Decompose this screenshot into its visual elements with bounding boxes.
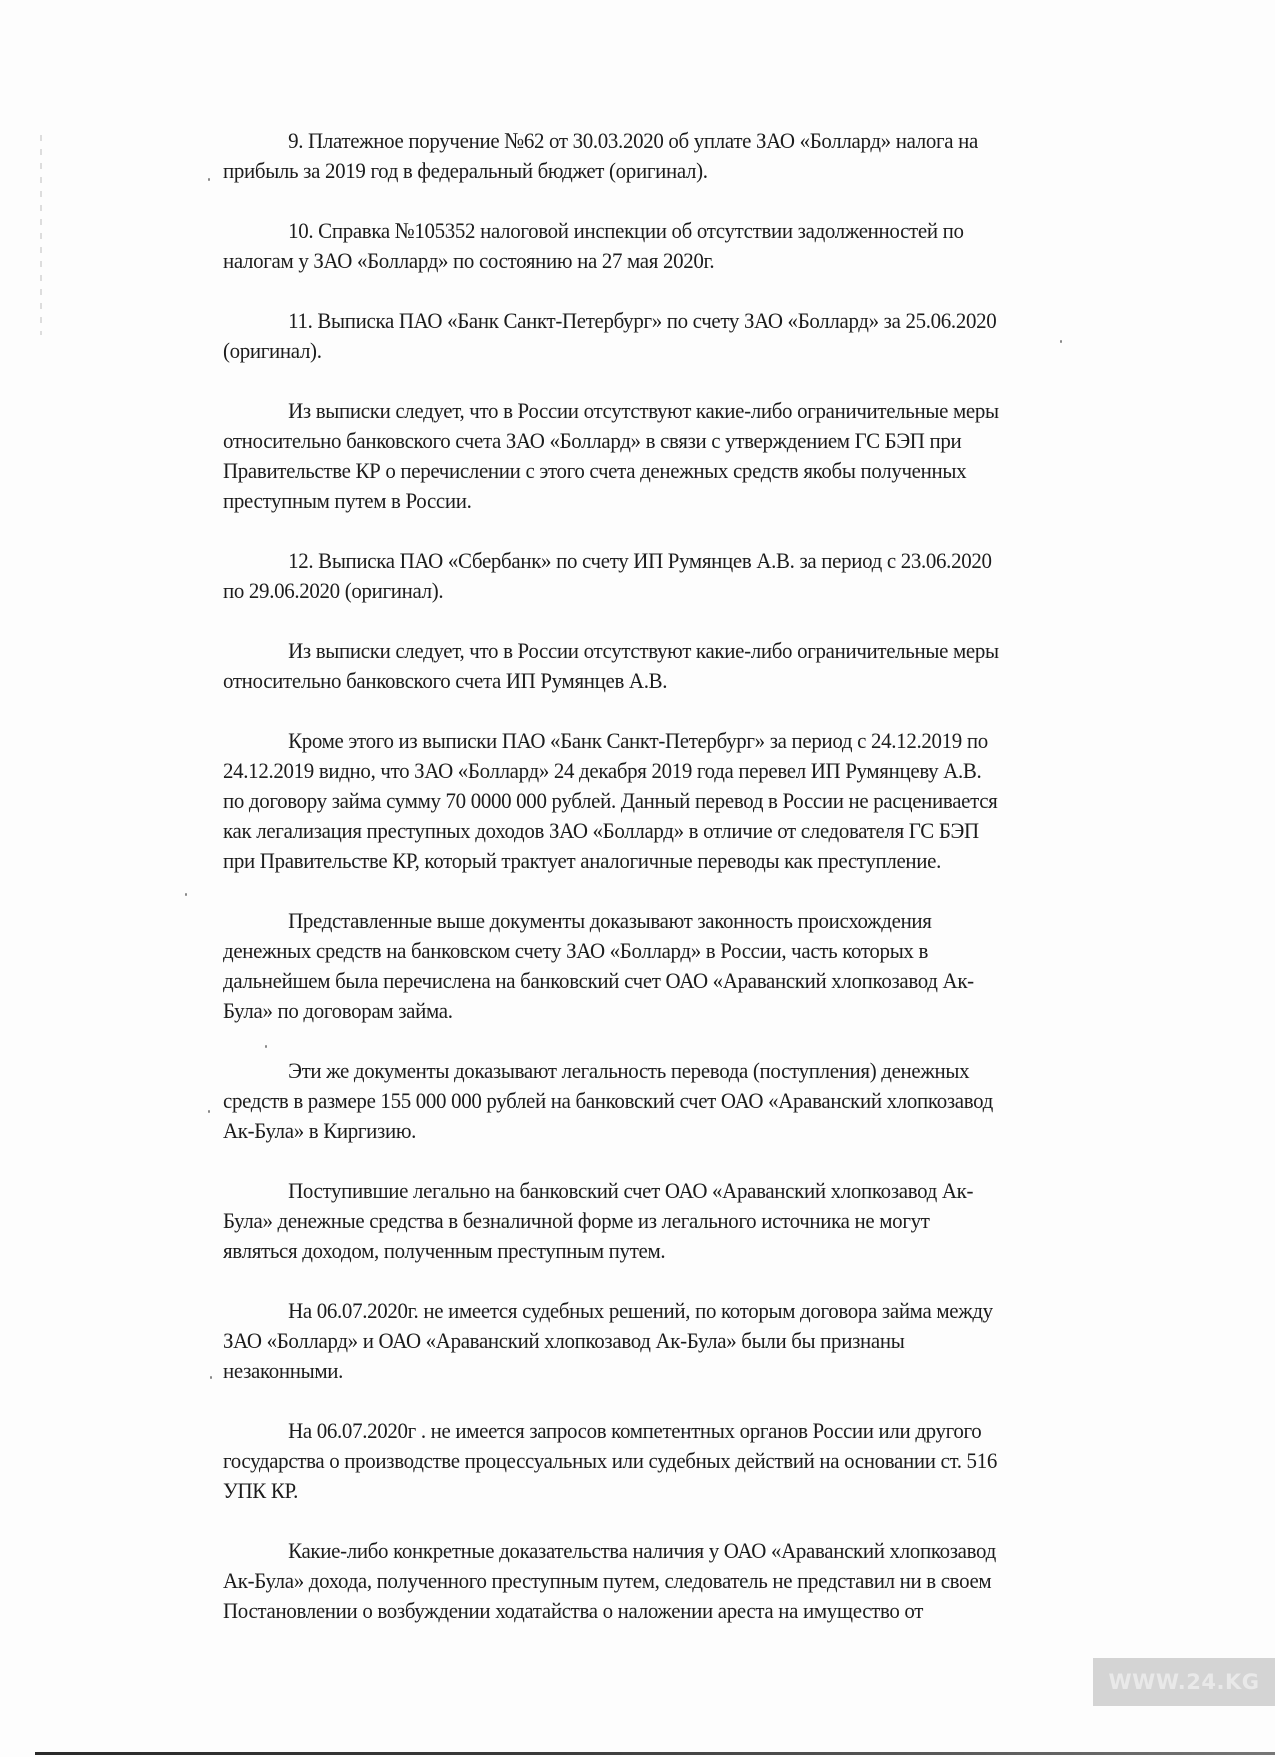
document-body: [223, 126, 1183, 1656]
paragraph-legal-funds: [223, 1176, 1153, 1266]
text-line: ЗАО «Боллард» и ОАО «Араванский хлопкозавод Ак-Була» были бы признаны: [223, 1328, 905, 1353]
text-line: при Правительстве КР, который трактует аналогичные переводы как преступление.: [223, 848, 942, 873]
text-line: средств в размере 155 000 000 рублей на банковский счет ОАО «Араванский хлопкозавод: [223, 1088, 994, 1113]
text-line: дальнейшем была перечислена на банковский счет ОАО «Араванский хлопкозавод Ак-: [223, 968, 974, 993]
text-line: как легализация преступных доходов ЗАО «Боллард» в отличие от следователя ГС БЭП: [223, 818, 979, 843]
paragraph-item-9: [223, 126, 1153, 186]
text-line: 10. Справка №105352 налоговой инспекции об отсутствии задолженностей по: [288, 218, 964, 243]
text-line: 9. Платежное поручение №62 от 30.03.2020 об уплате ЗАО «Боллард» налога на: [288, 128, 978, 153]
text-line: Из выписки следует, что в России отсутствуют какие-либо ограничительные меры: [288, 638, 999, 663]
text-line: Ак-Була» в Киргизию.: [223, 1118, 417, 1143]
text-line: Була» по договорам займа.: [223, 998, 453, 1023]
text-line: (оригинал).: [223, 338, 322, 363]
paragraph-legality-transfer: [223, 1056, 1153, 1146]
text-line: 12. Выписка ПАО «Сбербанк» по счету ИП Румянцев А.В. за период с 23.06.2020: [288, 548, 992, 573]
text-line: незаконными.: [223, 1358, 344, 1383]
text-line: 11. Выписка ПАО «Банк Санкт-Петербург» по счету ЗАО «Боллард» за 25.06.2020: [288, 308, 997, 333]
text-line: являться доходом, полученным преступным путем.: [223, 1238, 666, 1263]
text-line: преступным путем в России.: [223, 488, 472, 513]
text-line: Какие-либо конкретные доказательства наличия у ОАО «Араванский хлопкозавод: [288, 1538, 996, 1563]
paragraph-item-10: [223, 216, 1153, 276]
paragraph-no-court-decisions: [223, 1296, 1153, 1386]
paragraph-statement-finding: [223, 396, 1153, 516]
text-line: денежных средств на банковском счету ЗАО «Боллард» в России, часть которых в: [223, 938, 929, 963]
text-line: относительно банковского счета ИП Румянцев А.В.: [223, 668, 668, 693]
scan-speck: [208, 178, 210, 181]
paragraph-legality-origin: [223, 906, 1153, 1026]
paragraph-transfer-details: [223, 726, 1153, 876]
text-line: прибыль за 2019 год в федеральный бюджет (оригинал).: [223, 158, 708, 183]
scan-edge-artifact: [40, 135, 42, 335]
scan-speck: [210, 1376, 212, 1379]
scan-speck: [265, 1045, 267, 1048]
paragraph-sberbank-finding: [223, 636, 1153, 696]
text-line: Представленные выше документы доказывают законность происхождения: [288, 908, 932, 933]
text-line: Кроме этого из выписки ПАО «Банк Санкт-Петербург» за период с 24.12.2019 по: [288, 728, 988, 753]
text-line: Постановлении о возбуждении ходатайства о наложении ареста на имущество от: [223, 1598, 924, 1623]
text-line: по договору займа сумму 70 0000 000 рублей. Данный перевод в России не расценивается: [223, 788, 998, 813]
text-line: Правительстве КР о перечислении с этого счета денежных средств якобы полученных: [223, 458, 967, 483]
text-line: На 06.07.2020г . не имеется запросов компетентных органов России или другого: [288, 1418, 982, 1443]
text-line: налогам у ЗАО «Боллард» по состоянию на 27 мая 2020г.: [223, 248, 715, 273]
scan-bottom-edge: [35, 1752, 1275, 1755]
paragraph-item-11: [223, 306, 1153, 366]
scan-speck: [185, 893, 187, 896]
paragraph-no-evidence: [223, 1536, 1153, 1626]
scan-speck: [1060, 340, 1062, 343]
text-line: Поступившие легально на банковский счет ОАО «Араванский хлопкозавод Ак-: [288, 1178, 974, 1203]
text-line: УПК КР.: [223, 1478, 299, 1503]
site-watermark: WWW.24.KG: [1093, 1658, 1275, 1706]
text-line: 24.12.2019 видно, что ЗАО «Боллард» 24 декабря 2019 года перевел ИП Румянцеву А.В.: [223, 758, 982, 783]
text-line: На 06.07.2020г. не имеется судебных решений, по которым договора займа между: [288, 1298, 993, 1323]
text-line: Була» денежные средства в безналичной форме из легального источника не могут: [223, 1208, 930, 1233]
paragraph-item-12: [223, 546, 1153, 606]
scan-speck: [208, 1110, 210, 1113]
text-line: Из выписки следует, что в России отсутствуют какие-либо ограничительные меры: [288, 398, 999, 423]
text-line: относительно банковского счета ЗАО «Боллард» в связи с утверждением ГС БЭП при: [223, 428, 962, 453]
text-line: Эти же документы доказывают легальность перевода (поступления) денежных: [288, 1058, 970, 1083]
text-line: Ак-Була» дохода, полученного преступным путем, следователь не представил ни в своем: [223, 1568, 992, 1593]
paragraph-no-requests: [223, 1416, 1153, 1506]
text-line: по 29.06.2020 (оригинал).: [223, 578, 444, 603]
text-line: государства о производстве процессуальных или судебных действий на основании ст. 516: [223, 1448, 997, 1473]
